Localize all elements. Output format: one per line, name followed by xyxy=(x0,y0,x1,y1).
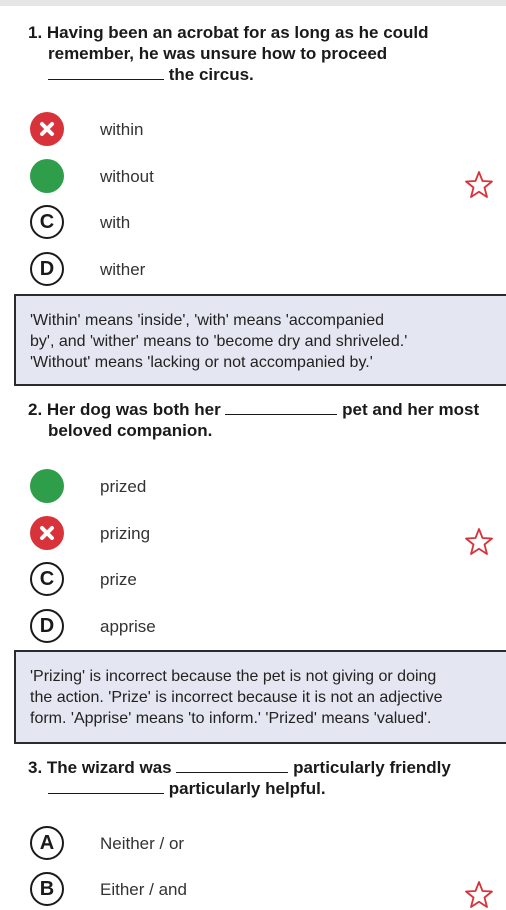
option-label: Either / and xyxy=(100,880,187,899)
check-circle-icon xyxy=(30,469,64,503)
answer-blank xyxy=(48,65,164,80)
question-1-option-a[interactable] xyxy=(30,112,450,150)
question-2-option-c[interactable] xyxy=(30,562,450,600)
question-2-line1-start: 2. Her dog was both her xyxy=(28,400,221,419)
question-1-explanation xyxy=(14,294,506,386)
option-label: within xyxy=(100,120,144,139)
option-label: apprise xyxy=(100,617,156,636)
question-3-line2-text: particularly helpful. xyxy=(168,779,326,798)
explanation-line: 'Within' means 'inside', 'with' means 'accompanied xyxy=(30,312,384,329)
check-circle-icon xyxy=(30,159,64,193)
top-divider xyxy=(0,0,506,6)
question-2-option-b[interactable] xyxy=(30,516,450,554)
option-label: prize xyxy=(100,570,137,589)
question-1-line1: 1. Having been an acrobat for as long as he could xyxy=(28,23,429,42)
explanation-line: form. 'Apprise' means 'to inform.' 'Prized' means 'valued'. xyxy=(30,710,432,727)
question-1-line2: remember, he was unsure how to proceed xyxy=(48,44,388,63)
star-outline-icon[interactable] xyxy=(464,170,494,200)
question-2-prompt xyxy=(28,399,498,441)
question-2-line1-end: pet and her most xyxy=(342,400,480,419)
answer-blank xyxy=(176,758,288,773)
option-label: prizing xyxy=(100,524,151,543)
option-label: wither xyxy=(100,260,146,279)
x-circle-icon xyxy=(30,112,64,146)
star-outline-icon[interactable] xyxy=(464,880,494,910)
explanation-line: 'Without' means 'lacking or not accompanied by.' xyxy=(30,354,373,371)
question-1-prompt xyxy=(28,22,498,85)
option-letter-badge: D xyxy=(30,609,64,643)
option-label: Neither / or xyxy=(100,834,185,853)
option-label: prized xyxy=(100,477,147,496)
question-1-line3-text: the circus. xyxy=(168,65,254,84)
question-2-option-a[interactable] xyxy=(30,469,450,507)
answer-blank xyxy=(225,400,337,415)
question-3-line1-start: 3. The wizard was xyxy=(28,758,172,777)
x-circle-icon xyxy=(30,516,64,550)
question-3-prompt xyxy=(28,757,498,799)
star-outline-icon[interactable] xyxy=(464,527,494,557)
question-2-explanation xyxy=(14,650,506,744)
question-1-line3 xyxy=(28,64,498,85)
option-label: without xyxy=(100,167,154,186)
question-2-line1 xyxy=(28,399,498,420)
question-3-line2 xyxy=(28,778,498,799)
question-3-line1 xyxy=(28,757,498,778)
option-letter-badge: D xyxy=(30,252,64,286)
question-1-option-d[interactable] xyxy=(30,252,450,290)
question-2-line2: beloved companion. xyxy=(48,421,213,440)
question-3-option-a[interactable] xyxy=(30,826,450,864)
answer-blank xyxy=(48,779,164,794)
explanation-line: the action. 'Prize' is incorrect because it is not an adjective xyxy=(30,689,443,706)
option-letter-badge: A xyxy=(30,826,64,860)
question-1-option-b[interactable] xyxy=(30,159,450,197)
option-letter-badge: B xyxy=(30,872,64,906)
explanation-line: by', and 'wither' means to 'become dry and shriveled.' xyxy=(30,333,408,350)
question-1-option-c[interactable] xyxy=(30,205,450,243)
option-label: with xyxy=(100,213,131,232)
question-2-option-d[interactable] xyxy=(30,609,450,647)
option-letter-badge: C xyxy=(30,562,64,596)
question-3-option-b[interactable] xyxy=(30,872,450,910)
question-3-line1-end: particularly friendly xyxy=(293,758,451,777)
option-letter-badge: C xyxy=(30,205,64,239)
explanation-line: 'Prizing' is incorrect because the pet is not giving or doing xyxy=(30,668,437,685)
